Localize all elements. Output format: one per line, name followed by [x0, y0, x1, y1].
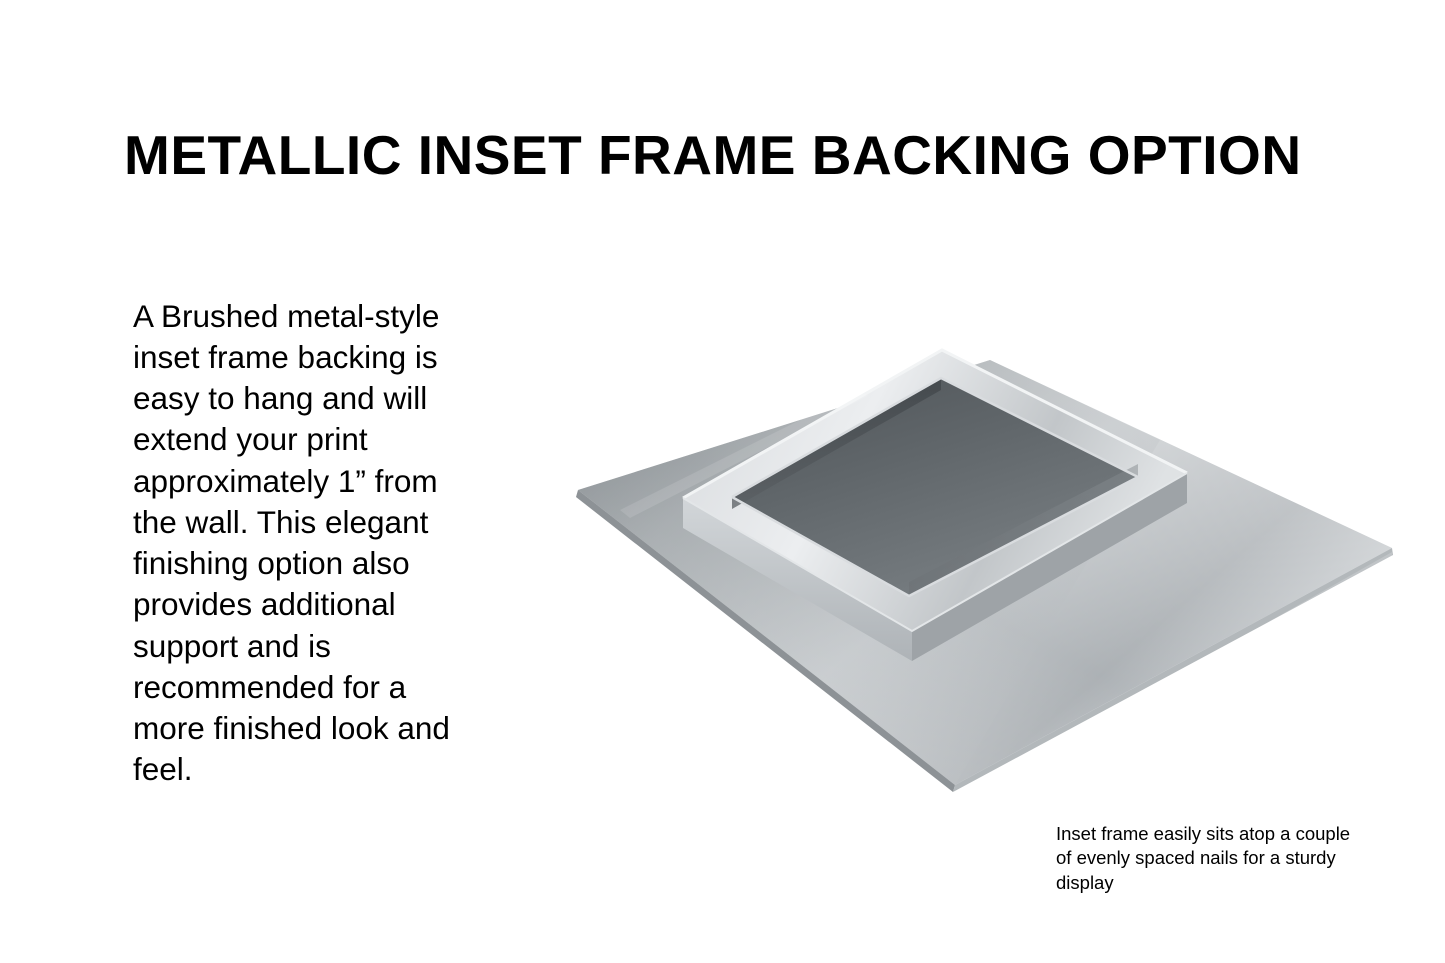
page-title: METALLIC INSET FRAME BACKING OPTION — [124, 123, 1302, 186]
image-caption: Inset frame easily sits atop a couple of evenly spaced nails for a sturdy display — [1056, 822, 1351, 894]
inset-frame-illustration — [560, 330, 1410, 810]
body-paragraph: A Brushed metal-style inset frame backing is easy to hang and will extend your print approximately 1” from the wall. This elegant finishing option also provides additional support and is recommended for a more finished look and feel. — [133, 297, 450, 788]
